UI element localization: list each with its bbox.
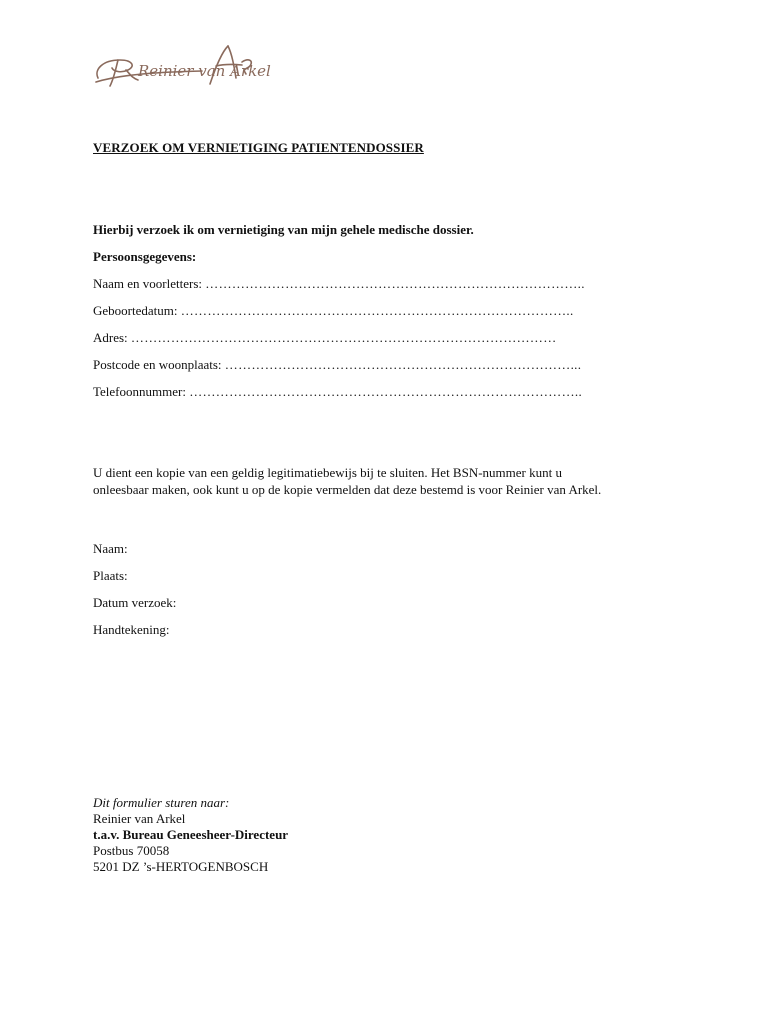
notice-line-2: onleesbaar maken, ook kunt u op de kopie vermelden dat deze bestemd is voor Reinier van Arkel.: [93, 482, 602, 497]
field-dots: …………………………………………………………………………..: [205, 276, 585, 291]
field-name-initials[interactable]: [93, 276, 585, 292]
signature-field-date: Datum verzoek:: [93, 595, 177, 610]
field-label: Postcode en woonplaats:: [93, 357, 222, 372]
field-dots: ……………………………………………………………………………..: [189, 384, 583, 399]
field-label: Naam en voorletters:: [93, 276, 203, 291]
send-to-heading: Dit formulier sturen naar:: [93, 795, 230, 810]
field-dots: ……………………………………………………………………………………: [130, 330, 557, 345]
signature-field-name: Naam:: [93, 541, 128, 556]
intro-text: Hierbij verzoek ik om vernietiging van mijn gehele medische dossier.: [93, 222, 474, 237]
notice-line-1: U dient een kopie van een geldig legitimatiebewijs bij te sluiten. Het BSN-nummer kunt u: [93, 465, 562, 480]
signature-field-place: Plaats:: [93, 568, 128, 583]
personal-data-heading: Persoonsgegevens:: [93, 249, 197, 264]
send-to-attn: t.a.v. Bureau Geneesheer-Directeur: [93, 827, 289, 842]
field-birthdate[interactable]: [93, 303, 574, 319]
svg-text:Reinier van Arkel: Reinier van Arkel: [138, 62, 271, 80]
field-dots: ……………………………………………………………………...: [224, 357, 582, 372]
reinier-van-arkel-logo: [92, 38, 292, 94]
field-address[interactable]: [93, 330, 557, 346]
field-label: Telefoonnummer:: [93, 384, 186, 399]
field-label: Geboortedatum:: [93, 303, 178, 318]
send-to-org: Reinier van Arkel: [93, 811, 186, 826]
field-postcode-city[interactable]: [93, 357, 581, 373]
send-to-postbus: Postbus 70058: [93, 843, 170, 858]
field-label: Adres:: [93, 330, 128, 345]
field-dots: ……………………………………………………………………………..: [180, 303, 574, 318]
signature-field-signature: Handtekening:: [93, 622, 170, 637]
send-to-city: 5201 DZ ’s-HERTOGENBOSCH: [93, 859, 269, 874]
logo-signature-icon: [92, 38, 292, 94]
field-phone[interactable]: [93, 384, 582, 400]
document-title: VERZOEK OM VERNIETIGING PATIENTENDOSSIER: [93, 140, 424, 155]
